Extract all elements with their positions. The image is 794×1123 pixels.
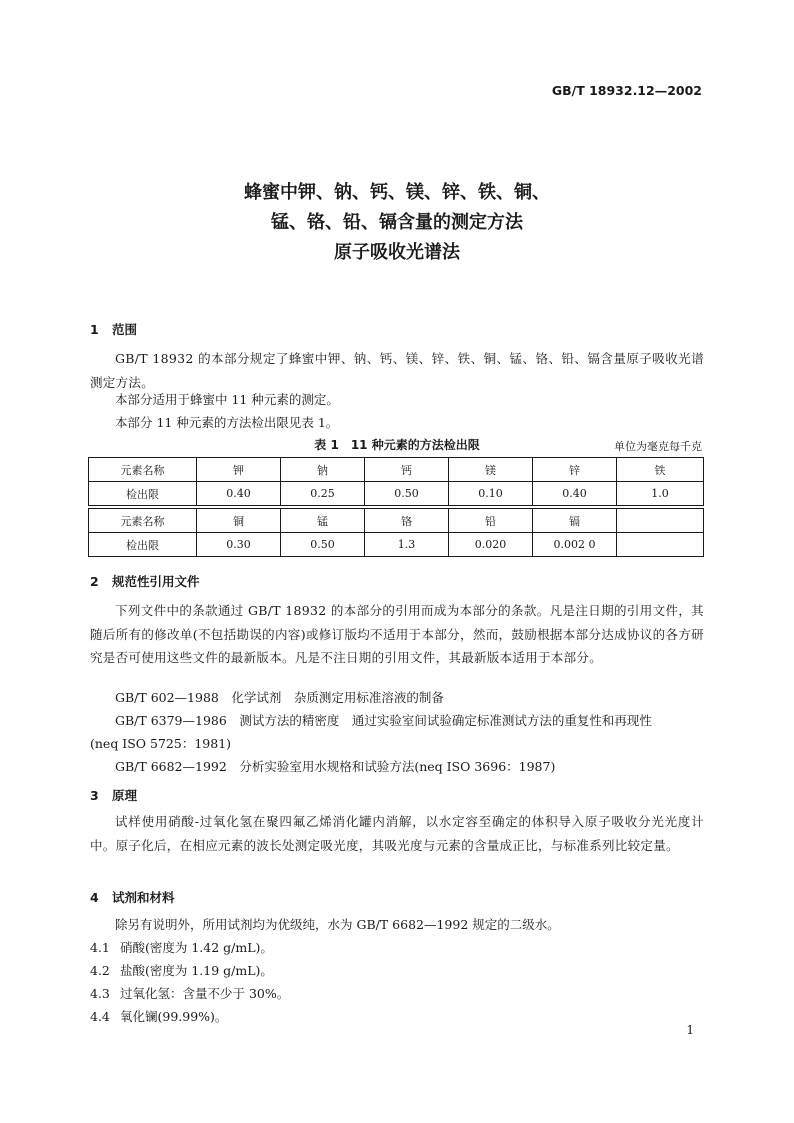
table-cell: 铅: [449, 509, 533, 533]
table-row: [89, 482, 704, 506]
table-1-unit: 单位为毫克每千克: [614, 440, 702, 453]
table-cell: 0.50: [281, 533, 365, 557]
title-line-1: 蜂蜜中钾、钠、钙、镁、锌、铁、铜、: [244, 182, 550, 203]
table-cell: 铜: [197, 509, 281, 533]
reference-1: GB/T 602—1988 化学试剂 杂质测定用标准溶液的制备: [115, 690, 444, 705]
clause-number: 4.4: [90, 1009, 110, 1024]
section-title: 原理: [112, 788, 138, 803]
document-title: [0, 178, 794, 268]
table-cell: 0.40: [533, 482, 617, 506]
section-4-heading: [90, 888, 175, 906]
table-1-title: 表 1 11 种元素的方法检出限: [314, 438, 480, 452]
section-title: 规范性引用文件: [112, 574, 200, 589]
table-cell: 0.020: [449, 533, 533, 557]
section-title: 试剂和材料: [112, 890, 175, 905]
table-cell: 钙: [365, 458, 449, 482]
table-cell: 镉: [533, 509, 617, 533]
table-cell: 钠: [281, 458, 365, 482]
table-cell: [617, 533, 704, 557]
clause-text: 过氧化氢：含量不少于 30%。: [120, 986, 290, 1001]
table-cell: 元素名称: [89, 509, 197, 533]
table-cell: 检出限: [89, 482, 197, 506]
detection-limit-table: [88, 457, 704, 557]
table-cell: 1.3: [365, 533, 449, 557]
clause-number: 4.2: [90, 963, 110, 978]
clause-text: 盐酸(密度为 1.19 g/mL)。: [120, 963, 273, 978]
clause-4-2: [90, 959, 704, 983]
table-cell: 0.50: [365, 482, 449, 506]
section-title: 范围: [112, 322, 138, 337]
table-row: [89, 533, 704, 557]
section-3-paragraph-1: 试样使用硝酸-过氧化氢在聚四氟乙烯消化罐内消解，以水定容至确定的体积导入原子吸收分光光度计中。原子化后，在相应元素的波长处测定吸光度，其吸光度与元素的含量成正比，与标准系列比较定量。: [90, 814, 704, 853]
clause-4-4: [90, 1005, 704, 1029]
table-cell: 0.25: [281, 482, 365, 506]
standard-code: GB/T 18932.12—2002: [551, 83, 702, 98]
table-cell: 元素名称: [89, 458, 197, 482]
title-line-3: 原子吸收光谱法: [334, 242, 460, 263]
table-cell: 钾: [197, 458, 281, 482]
table-cell: 锰: [281, 509, 365, 533]
table-cell: 检出限: [89, 533, 197, 557]
table-cell: 镁: [449, 458, 533, 482]
section-3-heading: [90, 786, 137, 804]
table-cell: 0.002 0: [533, 533, 617, 557]
page-number: 1: [686, 1023, 694, 1037]
table-cell: 0.40: [197, 482, 281, 506]
section-4-paragraph-1: 除另有说明外，所用试剂均为优级纯，水为 GB/T 6682—1992 规定的二级水。: [115, 917, 560, 932]
table-cell: 铬: [365, 509, 449, 533]
table-cell: 铁: [617, 458, 704, 482]
clause-text: 氧化镧(99.99%)。: [120, 1009, 228, 1024]
section-number: 2: [90, 574, 99, 589]
section-1-heading: [90, 320, 137, 338]
clause-text: 硝酸(密度为 1.42 g/mL)。: [120, 940, 273, 955]
section-number: 3: [90, 788, 99, 803]
reference-2: GB/T 6379—1986 测试方法的精密度 通过实验室间试验确定标准测试方法的重复性和再现性: [115, 713, 652, 728]
table-cell: 锌: [533, 458, 617, 482]
section-1-paragraph-3: 本部分 11 种元素的方法检出限见表 1。: [115, 415, 339, 430]
table-row: [89, 509, 704, 533]
section-1-paragraph-2: 本部分适用于蜂蜜中 11 种元素的测定。: [115, 392, 339, 407]
clause-number: 4.1: [90, 940, 110, 955]
section-number: 1: [90, 322, 99, 337]
clause-4-3: [90, 982, 704, 1006]
table-cell: [617, 509, 704, 533]
section-1-paragraph-1: GB/T 18932 的本部分规定了蜂蜜中钾、钠、钙、镁、锌、铁、铜、锰、铬、铅、镉含量原子吸收光谱测定方法。: [90, 351, 704, 390]
section-2-paragraph-1: 下列文件中的条款通过 GB/T 18932 的本部分的引用而成为本部分的条款。凡是注日期的引用文件，其随后所有的修改单(不包括勘误的内容)或修订版均不适用于本部分，然而，鼓励根据本部分达成协议的各方研究是否可使用这些文件的最新版本。凡是不注日期的引用文件，其最新版本适用于本部分。: [90, 603, 704, 665]
table-cell: 1.0: [617, 482, 704, 506]
table-cell: 0.30: [197, 533, 281, 557]
reference-3: GB/T 6682—1992 分析实验室用水规格和试验方法(neq ISO 3696：1987): [115, 759, 556, 774]
clause-4-1: [90, 936, 704, 960]
clause-number: 4.3: [90, 986, 110, 1001]
title-line-2: 锰、铬、铅、镉含量的测定方法: [271, 212, 523, 233]
reference-2-continued: (neq ISO 5725：1981): [90, 736, 232, 751]
table-row: [89, 458, 704, 482]
section-number: 4: [90, 890, 99, 905]
section-2-heading: [90, 572, 200, 590]
table-cell: 0.10: [449, 482, 533, 506]
